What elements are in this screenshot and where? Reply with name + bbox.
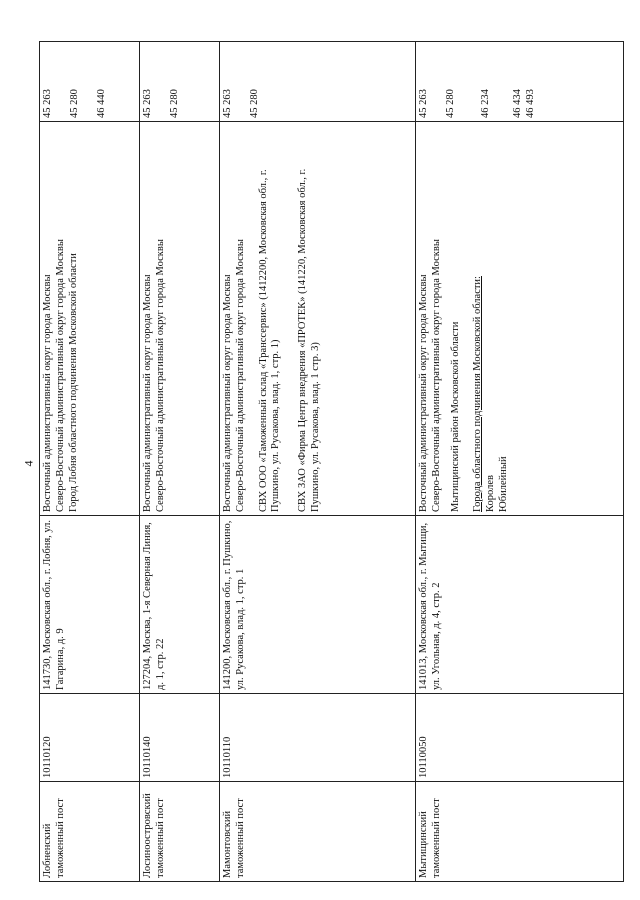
post-name-cell: Лосиноостровский таможенный пост [140, 782, 220, 882]
post-code-cell: 10110050 [416, 694, 624, 782]
zone-line: Северо-Восточный административный округ города Москвы [54, 239, 66, 512]
zone-line: Восточный административный округ города Москвы [222, 274, 233, 512]
post-name-cell: Мытищинский таможенный пост [416, 782, 624, 882]
table-row [220, 42, 416, 882]
zone-cell [140, 122, 220, 516]
post-address-cell: 141730, Московская обл., г. Лобня, ул. Гагарина, д. 9 [40, 516, 140, 694]
zone-line: Северо-Восточный административный округ города Москвы [154, 239, 166, 512]
zone-cell [416, 122, 624, 516]
post-code-cell: 10110140 [140, 694, 220, 782]
zone-line: Юбилейный [497, 456, 509, 512]
post-code-cell: 10110110 [220, 694, 416, 782]
post-code-cell: 10110120 [40, 694, 140, 782]
table-row [416, 42, 624, 882]
zone-line: Мытищинский район Московской области [449, 321, 461, 512]
zone-line: Северо-Восточный административный округ города Москвы [430, 239, 442, 512]
okato-code: 46 234 [479, 89, 491, 118]
okato-code: 45 280 [168, 89, 180, 118]
okato-cell [220, 42, 416, 122]
okato-code: 46 440 [95, 89, 107, 118]
customs-posts-table-rotated [39, 42, 623, 882]
page-number: 4 [21, 460, 36, 467]
zone-line: Северо-Восточный административный округ города Москвы [234, 239, 246, 512]
zone-line: Города областного подчинения Московской области: [472, 276, 484, 512]
post-name-cell: Лобненский таможенный пост [40, 782, 140, 882]
table-row [140, 42, 220, 882]
zone-line: СВХ ООО «Таможенный склад «Транссервис» (1412200, Московская обл., г. Пушкино, ул. Русакова, влад. 1, стр. 1) [257, 169, 282, 512]
post-address-cell: 141200, Московская обл., г. Пушкино, ул. Русакова, влад. 1, стр. 1 [220, 516, 416, 694]
post-address-cell: 127204, Москва, 1-я Северная Линия, д. 1, стр. 22 [140, 516, 220, 694]
table-row [40, 42, 140, 882]
okato-cell [40, 42, 140, 122]
zone-line: Восточный административный округ города Москвы [142, 274, 153, 512]
okato-cell [140, 42, 220, 122]
zone-line: Город Лобня областного подчинения Московской области [67, 253, 79, 512]
zone-cell [40, 122, 140, 516]
okato-code: 45 263 [142, 89, 153, 118]
okato-code: 46 434 [512, 89, 524, 118]
okato-code: 45 280 [68, 89, 80, 118]
okato-code: 45 263 [418, 89, 429, 118]
zone-line: Королев [485, 475, 497, 512]
zone-line: Восточный административный округ города Москвы [42, 274, 53, 512]
post-address-cell: 141013, Московская обл., г. Мытищи, ул. Угольная, д. 4, стр. 2 [416, 516, 624, 694]
zone-line: Восточный административный округ города Москвы [418, 274, 429, 512]
okato-code: 45 263 [42, 89, 53, 118]
customs-posts-table [39, 41, 624, 882]
okato-code: 46 493 [525, 89, 537, 118]
zone-cell [220, 122, 416, 516]
okato-code: 45 263 [222, 89, 233, 118]
okato-code: 45 280 [248, 89, 260, 118]
post-name-cell: Мамонтовский таможенный пост [220, 782, 416, 882]
okato-cell [416, 42, 624, 122]
okato-code: 45 280 [444, 89, 456, 118]
zone-line: СВХ ЗАО «Фирма Центр внедрения «ПРОТЕК» (141220, Московская обл., г. Пушкино, ул. Русакова, влад. 1 стр. 3) [297, 168, 321, 512]
